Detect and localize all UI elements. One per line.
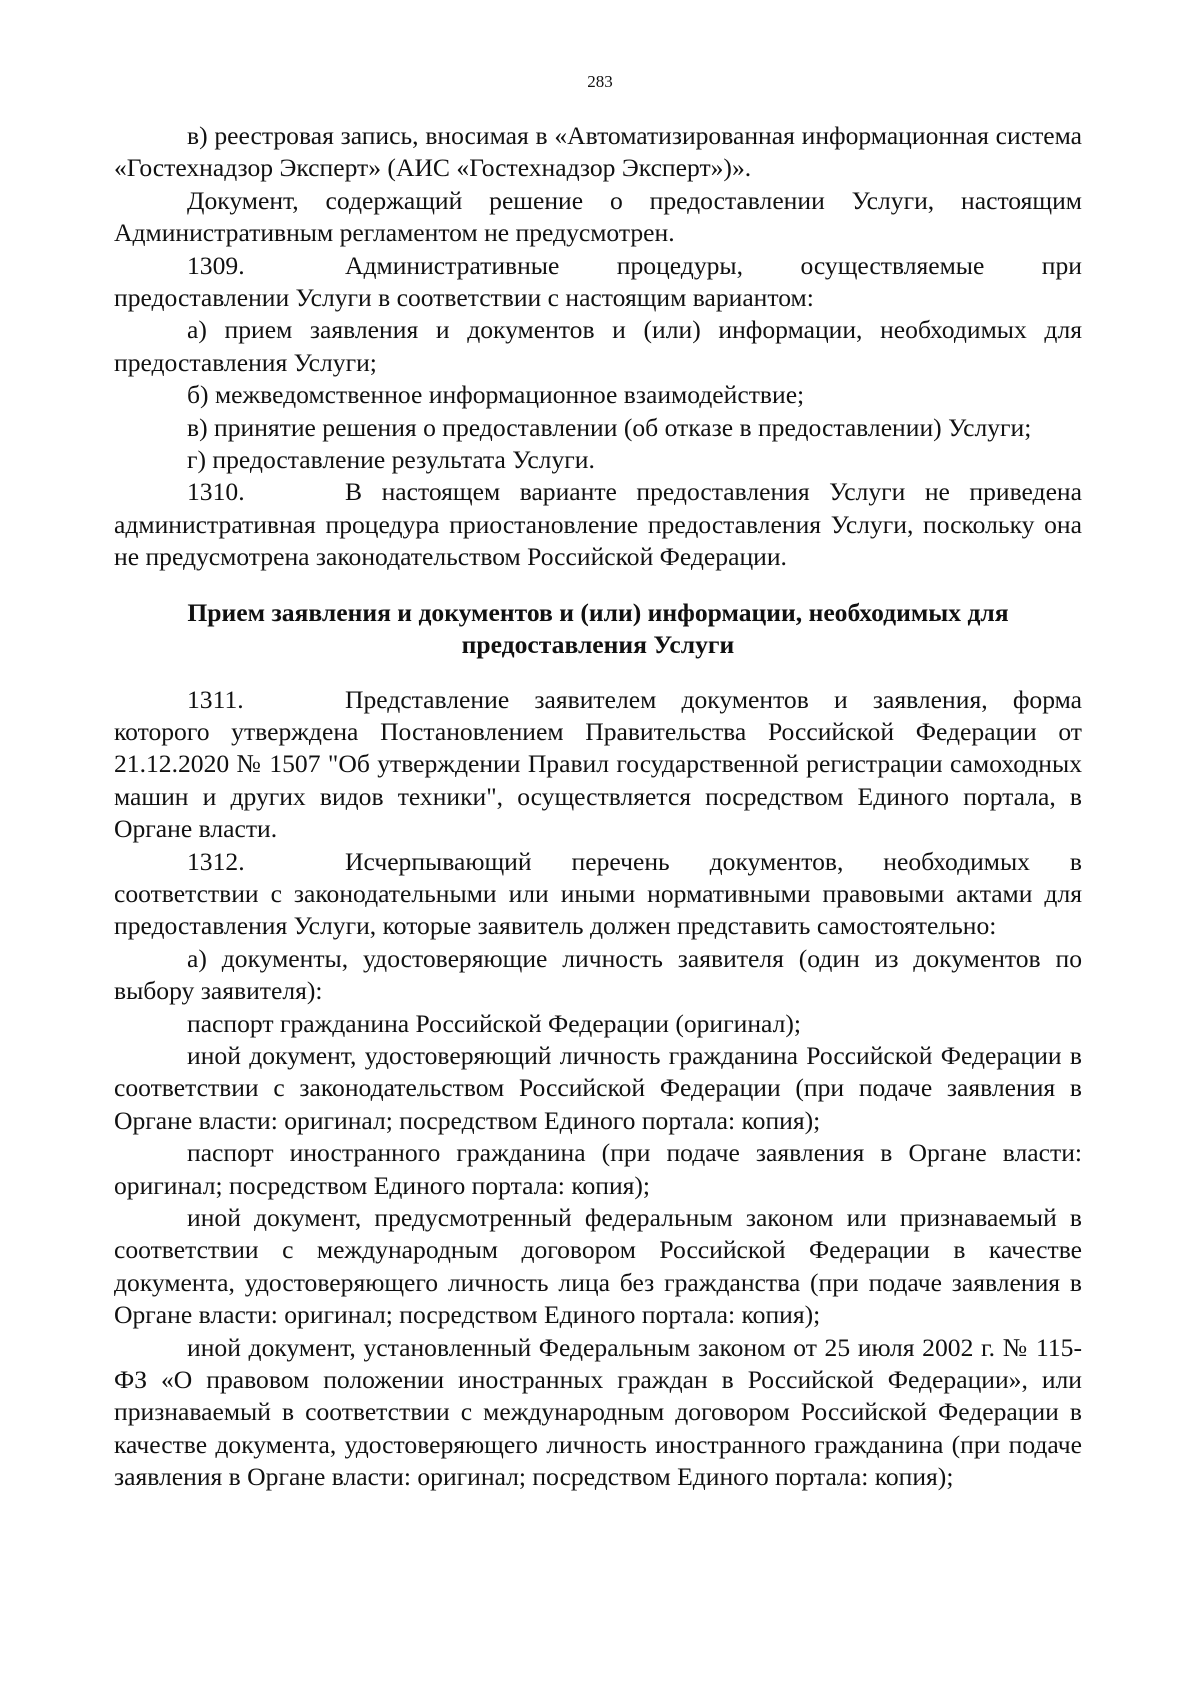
section-heading-line: предоставления Услуги	[461, 630, 735, 660]
item-1312	[114, 846, 1082, 943]
page-number: 283	[587, 72, 613, 91]
item-text: Административные процедуры, осуществляемые при предоставлении Услуги в соответствии с настоящим вариантом:	[114, 250, 1082, 313]
item-text: Исчерпывающий перечень документов, необходимых в соответствии с законодательными или иными нормативными правовыми актами для предоставления Услуги, которые заявитель должен представить самостоятельно:	[114, 846, 1082, 941]
list-item: а) прием заявления и документов и (или) информации, необходимых для предоставления Услуги;	[114, 315, 1082, 377]
item-number: 1311.	[187, 684, 244, 714]
item-1311	[114, 684, 1082, 846]
item-1310	[114, 476, 1082, 573]
list-item: иной документ, установленный Федеральным законом от 25 июля 2002 г. № 115-ФЗ «О правовом положении иностранных граждан в Российской Федерации», или признаваемый в соответствии с международным договором Российской Федерации в качестве документа, удостоверяющего личность иностранного гражданина (при подаче заявления в Органе власти: оригинал; посредством Единого портала: копия);	[114, 1332, 1082, 1492]
section-heading-line: Прием заявления и документов и (или) информации, необходимых для	[187, 597, 1009, 627]
item-1309	[114, 250, 1082, 315]
list-item: паспорт гражданина Российской Федерации (оригинал);	[187, 1008, 802, 1038]
list-item: иной документ, удостоверяющий личность гражданина Российской Федерации в соответствии с законодательством Российской Федерации (при подаче заявления в Органе власти: оригинал; посредством Единого портала: копия);	[114, 1040, 1082, 1135]
list-item: в) принятие решения о предоставлении (об отказе в предоставлении) Услуги;	[187, 412, 1032, 442]
list-item: паспорт иностранного гражданина (при подаче заявления в Органе власти: оригинал; посредством Единого портала: копия);	[114, 1138, 1082, 1200]
section-heading	[114, 574, 1082, 684]
item-text: Представление заявителем документов и заявления, форма которого утверждена Постановлением Правительства Российской Федерации от 21.12.2020 № 1507 "Об утверждении Правил государственной регистрации самоходных машин и других видов техники", осуществляется посредством Единого портала, в Органе власти.	[114, 684, 1082, 844]
paragraph-registry-entry: в) реестровая запись, вносимая в «Автоматизированная информационная система «Гостехнадзор Эксперт» (АИС «Гостехнадзор Эксперт»)».	[114, 121, 1082, 183]
item-number: 1312.	[187, 846, 245, 876]
list-item: б) межведомственное информационное взаимодействие;	[187, 380, 805, 410]
item-text: В настоящем варианте предоставления Услуги не приведена административная процедура приостановление предоставления Услуги, поскольку она не предусмотрена законодательством Российской Федерации.	[114, 477, 1082, 572]
item-number: 1310.	[187, 477, 245, 507]
list-item: г) предоставление результата Услуги.	[187, 445, 595, 475]
list-item: иной документ, предусмотренный федеральным законом или признаваемый в соответствии с международным договором Российской Федерации в качестве документа, удостоверяющего личность лица без гражданства (при подаче заявления в Органе власти: оригинал; посредством Единого портала: копия);	[114, 1203, 1082, 1330]
item-number: 1309.	[187, 250, 245, 280]
list-item: а) документы, удостоверяющие личность заявителя (один из документов по выбору заявителя):	[114, 943, 1082, 1006]
paragraph-decision-document: Документ, содержащий решение о предоставлении Услуги, настоящим Административным регламентом не предусмотрен.	[114, 185, 1082, 248]
document-body	[114, 120, 1082, 1494]
